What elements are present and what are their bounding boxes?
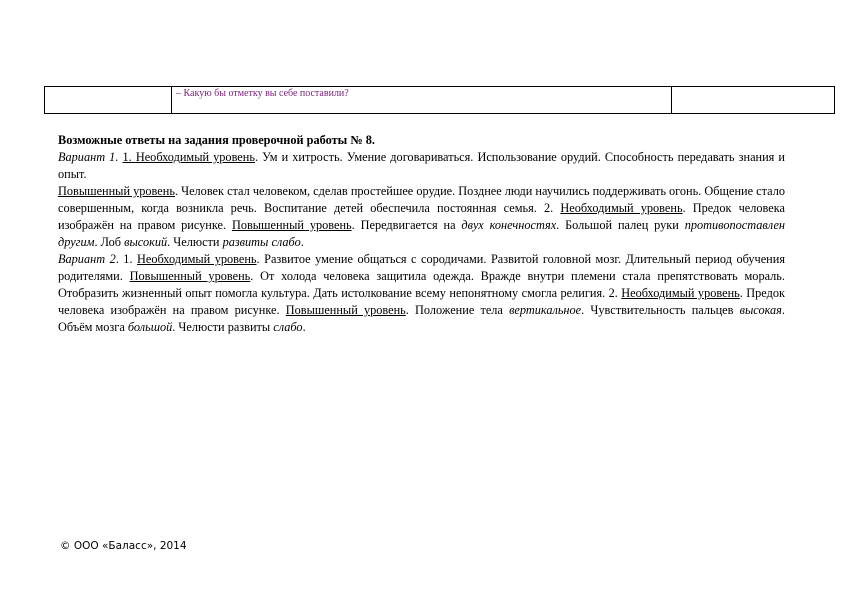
table-cell-empty-left bbox=[45, 87, 172, 114]
answer-text: . bbox=[300, 235, 304, 249]
table-cell-question: – Какую бы отметку вы себе поставили? bbox=[172, 87, 672, 114]
answer-italic: высокий bbox=[124, 235, 168, 249]
answer-text: . Передвигается на bbox=[351, 218, 462, 232]
answer-text: . Чувствительность пальцев bbox=[581, 303, 740, 317]
table-cell-empty-right bbox=[672, 87, 835, 114]
basic-level-label: Необходимый уровень bbox=[560, 201, 683, 215]
advanced-level-label: Повышенный уровень bbox=[285, 303, 406, 317]
copyright-footer: © ООО «Баласс», 2014 bbox=[60, 540, 187, 552]
answer-text: . Объём мозга bbox=[58, 303, 785, 334]
answer-text: . Ум и хитрость. Умение договариваться. Использование орудий. Способность передавать знания и опыт. bbox=[58, 150, 786, 181]
answer-text: . bbox=[302, 320, 306, 334]
answer-italic: большой bbox=[127, 320, 173, 334]
answer-text: . От холода человека защитила одежда. Вражде внутри племени стала препятствовать мораль. Отобразить жизненный опыт помогла культура. Дать истолкование всему непонятному смогла религия. 2. bbox=[58, 269, 785, 300]
answer-text: . 1. bbox=[115, 252, 138, 266]
variant-2-label: Вариант 2 bbox=[58, 252, 116, 266]
answer-text: . Челюсти развиты bbox=[172, 320, 274, 334]
advanced-level-label: Повышенный уровень bbox=[58, 184, 175, 198]
advanced-level-label: Повышенный уровень bbox=[129, 269, 251, 283]
variant-1-paragraph bbox=[58, 149, 785, 183]
answer-text: . Большой палец руки bbox=[556, 218, 685, 232]
answer-text: . Человек стал человеком, сделав простейшее орудие. Позднее люди научились поддерживать огонь. Общение стало совершенным, когда возникла речь. Воспитание детей обеспечила постоянная семья. 2. bbox=[58, 184, 785, 215]
answer-text: . Челюсти bbox=[167, 235, 223, 249]
basic-level-label: Необходимый уровень bbox=[137, 252, 257, 266]
basic-level-label: Необходимый уровень bbox=[135, 150, 255, 164]
level-prefix: 1. bbox=[122, 150, 132, 164]
answer-text: . Предок человека изображён на правом рисунке. bbox=[58, 286, 785, 317]
basic-level-label: Необходимый уровень bbox=[621, 286, 740, 300]
answer-text: . Развитое умение общаться с сородичами. Развитой головной мозг. Длительный период обучения родителями. bbox=[58, 252, 785, 283]
variant-1-label: Вариант 1. bbox=[58, 150, 119, 164]
answers-heading: Возможные ответы на задания проверочной работы № 8. bbox=[58, 133, 376, 147]
answer-text: . Лоб bbox=[94, 235, 125, 249]
advanced-level-label: Повышенный уровень bbox=[231, 218, 352, 232]
answer-text: . Положение тела bbox=[405, 303, 510, 317]
variant-1-advanced-paragraph bbox=[58, 183, 785, 251]
answer-italic: слабо bbox=[273, 320, 303, 334]
variant-2-paragraph bbox=[58, 251, 785, 336]
answer-italic: противопоставлен другим bbox=[58, 218, 785, 249]
answer-italic: двух конечностях bbox=[461, 218, 557, 232]
answer-italic: развиты слабо bbox=[222, 235, 301, 249]
answers-section bbox=[58, 132, 785, 336]
answer-italic: вертикальное bbox=[509, 303, 582, 317]
answer-italic: высокая bbox=[739, 303, 782, 317]
lesson-table-fragment bbox=[44, 86, 835, 114]
answer-text: . Предок человека изображён на правом рисунке. bbox=[58, 201, 785, 232]
table-row bbox=[45, 87, 835, 114]
